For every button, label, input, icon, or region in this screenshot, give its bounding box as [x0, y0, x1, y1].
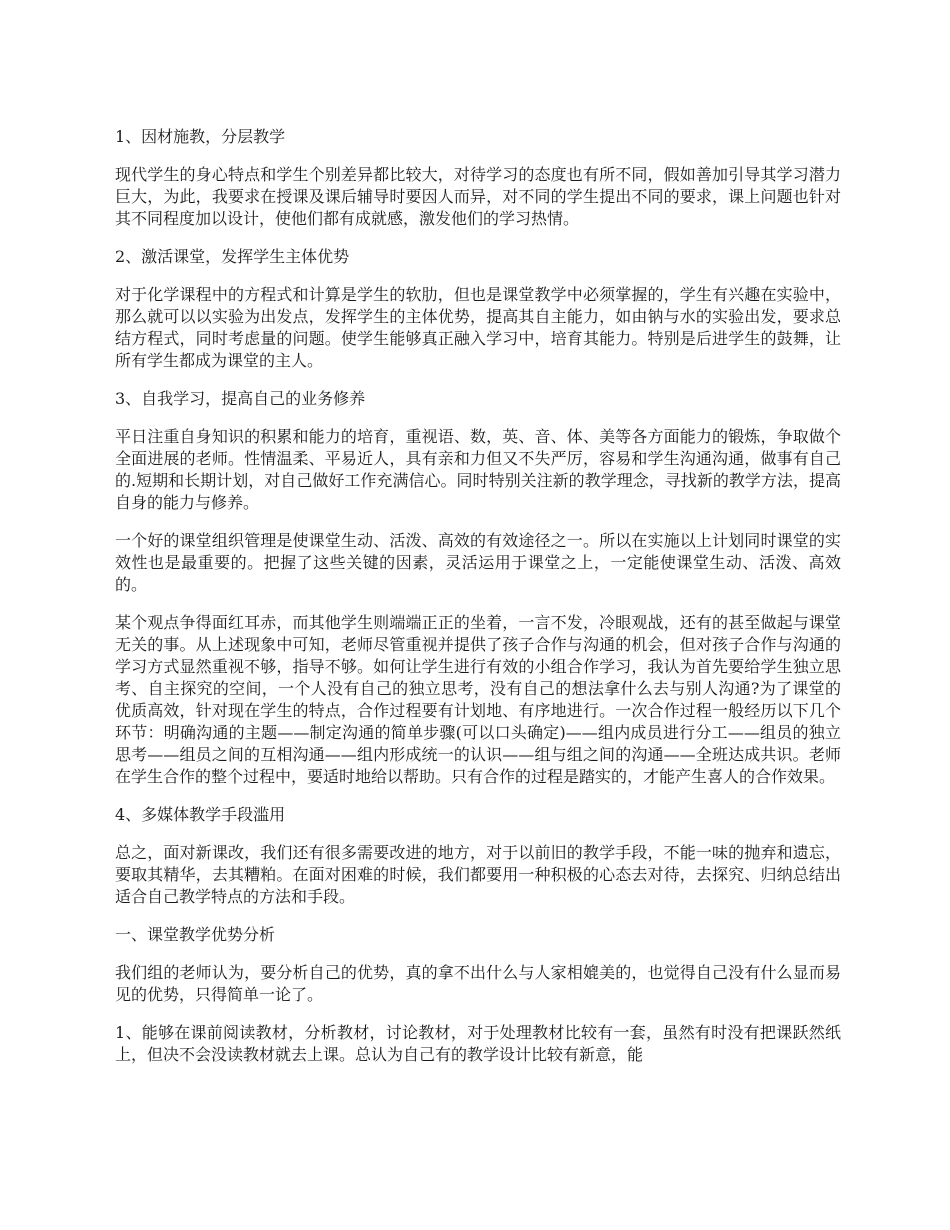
paragraph: 对于化学课程中的方程式和计算是学生的软肋，但也是课堂教学中必须掌握的，学生有兴趣在实验中，那么就可以以实验为出发点，发挥学生的主体优势，提高其自主能力，如由钠与水的实验出发，要求总结方程式，同时考虑量的问题。使学生能够真正融入学习中，培育其能力。特别是后进学生的鼓舞，让所有学生都成为课堂的主人。 [115, 285, 841, 370]
paragraph: 某个观点争得面红耳赤，而其他学生则端端正正的坐着，一言不发，冷眼观战，还有的甚至做起与课堂无关的事。从上述现象中可知，老师尽管重视并提供了孩子合作与沟通的机会，但对孩子合作与沟通的学习方式显然重视不够，指导不够。如何让学生进行有效的小组合作学习，我认为首先要给学生独立思考、自主探究的空间，一个人没有自己的独立思考，没有自己的想法拿什么去与别人沟通?为了课堂的优质高效，针对现在学生的特点，合作过程要有计划地、有序地进行。一次合作过程一般经历以下几个环节：明确沟通的主题——制定沟通的简单步骤(可以口头确定)——组内成员进行分工——组员的独立思考——组员之间的互相沟通——组内形成统一的认识——组与组之间的沟通——全班达成共识。老师在学生合作的整个过程中，要适时地给以帮助。只有合作的过程是踏实的，才能产生喜人的合作效果。 [115, 613, 841, 786]
section-heading: 3、自我学习，提高自己的业务修养 [115, 389, 366, 408]
paragraph: 总之，面对新课改，我们还有很多需要改进的地方，对于以前旧的教学手段，不能一味的抛弃和遗忘，要取其精华，去其糟粕。在面对困难的时候，我们都要用一种积极的心态去对待，去探究、归纳总结出适合自己教学特点的方法和手段。 [115, 843, 841, 906]
section-heading: 2、激活课堂，发挥学生主体优势 [115, 247, 350, 266]
paragraph: 1、能够在课前阅读教材，分析教材，讨论教材，对于处理教材比较有一套，虽然有时没有把课跃然纸上，但决不会没读教材就去上课。总认为自己有的教学设计比较有新意，能 [115, 1023, 841, 1064]
paragraph: 我们组的老师认为，要分析自己的优势，真的拿不出什么与人家相媲美的，也觉得自己没有什么显而易见的优势，只得简单一论了。 [115, 963, 841, 1004]
section-heading: 4、多媒体教学手段滥用 [115, 805, 286, 824]
paragraph: 现代学生的身心特点和学生个别差异都比较大，对待学习的态度也有所不同，假如善加引导其学习潜力巨大，为此，我要求在授课及课后辅导时要因人而异，对不同的学生提出不同的要求，课上问题也针对其不同程度加以设计，使他们都有成就感，激发他们的学习热情。 [115, 165, 841, 228]
section-heading: 一、课堂教学优势分析 [115, 925, 276, 944]
paragraph: 一个好的课堂组织管理是使课堂生动、活泼、高效的有效途径之一。所以在实施以上计划同时课堂的实效性也是最重要的。把握了这些关键的因素，灵活运用于课堂之上，一定能使课堂生动、活泼、高效的。 [115, 531, 841, 594]
section-heading: 1、因材施教，分层教学 [115, 127, 286, 146]
paragraph: 平日注重自身知识的积累和能力的培育，重视语、数，英、音、体、美等各方面能力的锻炼，争取做个全面进展的老师。性情温柔、平易近人，具有亲和力但又不失严厉，容易和学生沟通沟通，做事有自己的.短期和长期计划，对自己做好工作充满信心。同时特别关注新的教学理念，寻找新的教学方法，提高自身的能力与修养。 [115, 427, 841, 512]
document-body [115, 126, 841, 1082]
